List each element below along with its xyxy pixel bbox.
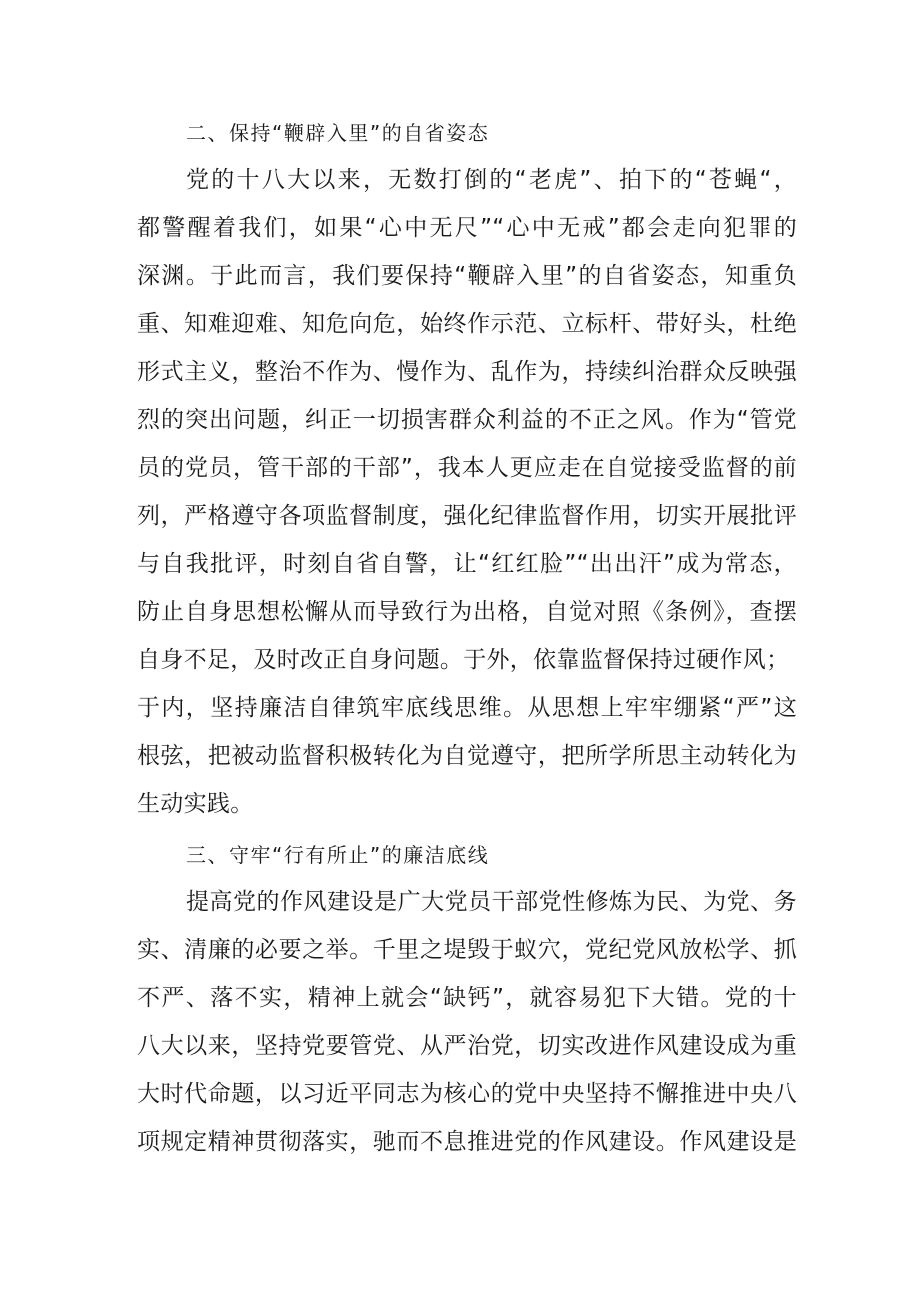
paragraph-line: 深渊。于此而言，我们要保持“鞭辟入里”的自省姿态，知重负 xyxy=(137,263,797,289)
paragraph-line: 形式主义，整治不作为、慢作为、乱作为，持续纠治群众反映强 xyxy=(137,359,797,385)
paragraph-line: 项规定精神贯彻落实，驰而不息推进党的作风建设。作风建设是 xyxy=(137,1129,797,1155)
paragraph-line: 根弦，把被动监督积极转化为自觉遵守，把所学所思主动转化为 xyxy=(137,743,797,769)
paragraph-line: 大时代命题，以习近平同志为核心的党中央坚持不懈推进中央八 xyxy=(137,1081,797,1107)
paragraph-line: 党的十八大以来，无数打倒的“老虎”、拍下的“苍蝇“， xyxy=(186,167,797,193)
paragraph-line: 不严、落不实，精神上就会“缺钙”，就容易犯下大错。党的十 xyxy=(137,985,797,1011)
paragraph-line: 烈的突出问题，纠正一切损害群众利益的不正之风。作为“管党 xyxy=(137,407,797,433)
paragraph-line: 员的党员，管干部的干部”，我本人更应走在自觉接受监督的前 xyxy=(137,455,797,481)
paragraph-line: 于内，坚持廉洁自律筑牢底线思维。从思想上牢牢绷紧“严”这 xyxy=(137,695,797,721)
paragraph-line: 实、清廉的必要之举。千里之堤毁于蚁穴，党纪党风放松学、抓 xyxy=(137,937,797,963)
paragraph-line: 提高党的作风建设是广大党员干部党性修炼为民、为党、务 xyxy=(186,889,797,915)
paragraph-line: 重、知难迎难、知危向危，始终作示范、立标杆、带好头，杜绝 xyxy=(137,311,797,337)
paragraph-line: 生动实践。 xyxy=(137,791,254,817)
paragraph-line: 与自我批评，时刻自省自警，让“红红脸”“出出汗”成为常态， xyxy=(137,551,797,577)
paragraph-line: 自身不足，及时改正自身问题。于外，依靠监督保持过硬作风； xyxy=(137,647,790,673)
paragraph-line: 都警醒着我们，如果“心中无尺”“心中无戒”都会走向犯罪的 xyxy=(137,215,797,241)
paragraph-line: 列，严格遵守各项监督制度，强化纪律监督作用，切实开展批评 xyxy=(137,503,797,529)
paragraph-line: 防止自身思想松懈从而导致行为出格，自觉对照《条例》，查摆 xyxy=(137,599,797,625)
section-heading-3: 三、守牢“行有所止”的廉洁底线 xyxy=(186,843,490,867)
paragraph-line: 八大以来，坚持党要管党、从严治党，切实改进作风建设成为重 xyxy=(137,1033,797,1059)
section-heading-2: 二、保持“鞭辟入里”的自省姿态 xyxy=(186,121,490,145)
